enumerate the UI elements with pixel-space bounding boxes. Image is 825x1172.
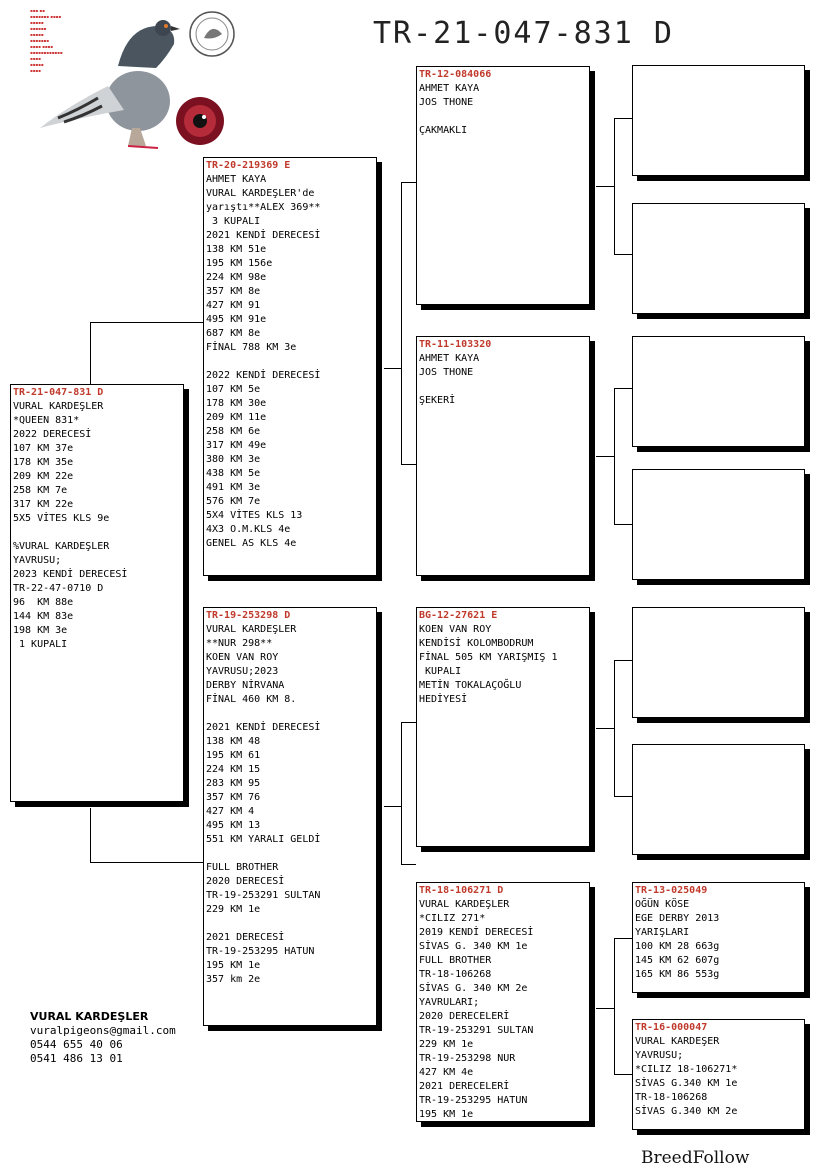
pedigree-card-subject[interactable] xyxy=(10,384,184,802)
phone-number[interactable]: 0541 486 13 01 xyxy=(30,1052,123,1065)
pedigree-text-line: 427 KM 4e xyxy=(419,1067,474,1078)
pigeon-icon xyxy=(40,20,180,148)
pedigree-card-dam-dam-dam[interactable] xyxy=(632,1019,805,1130)
pedigree-text-line xyxy=(206,847,374,861)
pedigree-text-line: OĞÜN KÖSE xyxy=(635,899,690,910)
pedigree-text-line: 495 KM 13 xyxy=(206,820,261,831)
pedigree-text-line xyxy=(419,380,587,394)
ring-number: TR-18-106271 D xyxy=(419,885,504,896)
connector-line xyxy=(596,728,614,729)
pedigree-text-line: 258 KM 7e xyxy=(13,485,68,496)
connector-line xyxy=(401,182,416,183)
pedigree-text-line: AHMET KAYA xyxy=(419,353,480,364)
pedigree-text-line: 198 KM 3e xyxy=(13,625,68,636)
pedigree-text-line: FULL BROTHER xyxy=(206,862,279,873)
pedigree-text-line: 491 KM 3e xyxy=(206,482,261,493)
pedigree-card-empty[interactable] xyxy=(632,336,805,447)
brand-logo[interactable]: BreedFollow xyxy=(641,1148,750,1168)
pedigree-text-line: 438 KM 5e xyxy=(206,468,261,479)
connector-line xyxy=(384,368,401,369)
pedigree-text-line: 380 KM 3e xyxy=(206,454,261,465)
pedigree-card-sire[interactable] xyxy=(203,157,377,576)
pedigree-text-line: 2022 DERECESİ xyxy=(13,429,92,440)
pedigree-text-line: 229 KM 1e xyxy=(206,904,261,915)
pedigree-text-line: 209 KM 22e xyxy=(13,471,74,482)
pedigree-text-line: 195 KM 1e xyxy=(206,960,261,971)
pedigree-text-line: SİVAS G.340 KM 1e xyxy=(635,1078,738,1089)
pedigree-card-sire-sire[interactable] xyxy=(416,66,590,305)
pedigree-text-line: GENEL AS KLS 4e xyxy=(206,538,297,549)
pedigree-text-line: 5X4 VİTES KLS 13 xyxy=(206,510,303,521)
connector-line xyxy=(596,1008,614,1009)
pedigree-text-line xyxy=(13,526,181,540)
pedigree-text-line: 2021 KENDİ DERECESİ xyxy=(206,722,321,733)
connector-line xyxy=(614,388,632,389)
connector-line xyxy=(90,808,91,863)
pedigree-text-line: KOEN VAN ROY xyxy=(419,624,492,635)
pedigree-text-line: 495 KM 91e xyxy=(206,314,267,325)
pedigree-text-line: 2022 KENDİ DERECESİ xyxy=(206,370,321,381)
pedigree-text-line: YAVRUSU; xyxy=(635,1050,684,1061)
pedigree-text-line: *QUEEN 831* xyxy=(13,415,80,426)
pedigree-text-line: 224 KM 98e xyxy=(206,272,267,283)
connector-line xyxy=(90,322,91,386)
pedigree-text-line: 144 KM 83e xyxy=(13,611,74,622)
contact-block xyxy=(30,1010,176,1066)
pedigree-text-line: 317 KM 22e xyxy=(13,499,74,510)
pedigree-text-line: ŞEKERİ xyxy=(419,395,456,406)
pedigree-text-line: 551 KM YARALI GELDİ xyxy=(206,834,321,845)
pedigree-text-line: 317 KM 49e xyxy=(206,440,267,451)
pedigree-card-dam-dam-sire[interactable] xyxy=(632,882,805,993)
connector-line xyxy=(401,864,416,865)
pedigree-text-line xyxy=(419,110,587,124)
pedigree-text-line: AHMET KAYA xyxy=(206,174,267,185)
connector-line xyxy=(614,660,615,796)
header-microtext: ▪▪▪ ▪▪ ▪▪▪▪▪▪▪ ▪▪▪▪ ▪▪▪▪▪ ▪▪▪▪▪▪ ▪▪▪▪▪ ▪▪▪▪▪▪▪ ▪▪▪▪ ▪▪▪▪ ▪▪▪▪▪▪▪▪▪▪▪▪ ▪▪▪▪ ▪▪▪▪▪ ▪▪▪▪ xyxy=(30,8,63,73)
pedigree-text-line: EGE DERBY 2013 xyxy=(635,913,720,924)
pedigree-text-line: 427 KM 4 xyxy=(206,806,255,817)
connector-line xyxy=(401,722,402,864)
pedigree-card-empty[interactable] xyxy=(632,65,805,176)
pedigree-text-line: 195 KM 61 xyxy=(206,750,261,761)
pedigree-text-line: yarıştı**ALEX 369** xyxy=(206,202,321,213)
pedigree-text-line: 178 KM 30e xyxy=(206,398,267,409)
pedigree-card-empty[interactable] xyxy=(632,607,805,718)
pedigree-text-line: DERBY NİRVANA xyxy=(206,680,285,691)
phone-number[interactable]: 0544 655 40 06 xyxy=(30,1038,123,1051)
pedigree-text-line: SİVAS G. 340 KM 2e xyxy=(419,983,528,994)
pedigree-text-line: JOS THONE xyxy=(419,97,474,108)
pedigree-text-line: 138 KM 48 xyxy=(206,736,261,747)
connector-line xyxy=(90,862,203,863)
pedigree-text-line: KENDİSİ KOLOMBODRUM xyxy=(419,638,534,649)
pedigree-text-line: VURAL KARDEŞLER xyxy=(206,624,297,635)
pedigree-text-line: SİVAS G.340 KM 2e xyxy=(635,1106,738,1117)
pedigree-text-line: 357 KM 8e xyxy=(206,286,261,297)
pedigree-text-line: 2020 DERECESİ xyxy=(206,876,285,887)
pedigree-text-line: SİVAS G. 340 KM 1e xyxy=(419,941,528,952)
page-title: TR-21-047-831 D xyxy=(373,16,674,51)
pedigree-text-line: FULL BROTHER xyxy=(419,955,492,966)
connector-line xyxy=(614,254,632,255)
connector-line xyxy=(401,182,402,464)
pedigree-text-line: VURAL KARDEŞLER'de xyxy=(206,188,315,199)
pedigree-text-line: TR-19-253291 SULTAN xyxy=(419,1025,534,1036)
breeder-name: VURAL KARDEŞLER xyxy=(30,1010,149,1023)
pedigree-text-line: AHMET KAYA xyxy=(419,83,480,94)
pedigree-text-line: 107 KM 5e xyxy=(206,384,261,395)
pedigree-text-line: 283 KM 95 xyxy=(206,778,261,789)
ring-number: TR-13-025049 xyxy=(635,885,708,896)
pedigree-text-line: 209 KM 11e xyxy=(206,412,267,423)
pedigree-card-empty[interactable] xyxy=(632,469,805,580)
pedigree-text-line: TR-19-253295 HATUN xyxy=(206,946,315,957)
pigeon-eye-icon xyxy=(176,97,224,145)
connector-line xyxy=(614,938,632,939)
connector-line xyxy=(614,524,632,525)
connector-line xyxy=(614,118,632,119)
pedigree-text-line: 576 KM 7e xyxy=(206,496,261,507)
pedigree-text-line: 1 KUPALI xyxy=(13,639,68,650)
pedigree-text-line: HEDİYESİ xyxy=(419,694,468,705)
connector-line xyxy=(596,456,614,457)
pedigree-text-line: KUPALI xyxy=(419,666,462,677)
pedigree-text-line: 2020 DERECELERİ xyxy=(419,1011,510,1022)
ring-number: TR-12-084066 xyxy=(419,69,492,80)
pedigree-text-line: VURAL KARDEŞLER xyxy=(13,401,104,412)
pedigree-text-line: JOS THONE xyxy=(419,367,474,378)
pedigree-card-dam[interactable] xyxy=(203,607,377,1026)
pigeon-header-illustration xyxy=(28,6,248,156)
pedigree-text-line: 195 KM 156e xyxy=(206,258,273,269)
connector-line xyxy=(614,1074,632,1075)
ring-number: TR-16-000047 xyxy=(635,1022,708,1033)
pedigree-text-line: TR-22-47-0710 D xyxy=(13,583,104,594)
pedigree-text-line: TR-19-253291 SULTAN xyxy=(206,890,321,901)
pedigree-card-empty[interactable] xyxy=(632,203,805,314)
pedigree-text-line: 357 KM 76 xyxy=(206,792,261,803)
connector-line xyxy=(596,186,614,187)
pedigree-text-line: TR-18-106268 xyxy=(635,1092,708,1103)
pedigree-text-line: 2019 KENDİ DERECESİ xyxy=(419,927,534,938)
pedigree-text-line: YAVRUSU; xyxy=(13,555,62,566)
pedigree-card-dam-dam[interactable] xyxy=(416,882,590,1122)
club-logo-icon xyxy=(190,12,234,56)
pedigree-text-line: ÇAKMAKLI xyxy=(419,125,468,136)
connector-line xyxy=(384,806,401,807)
connector-line xyxy=(614,938,615,1074)
connector-line xyxy=(614,388,615,524)
pedigree-text-line: FİNAL 460 KM 8. xyxy=(206,694,297,705)
pedigree-text-line: 195 KM 1e xyxy=(419,1109,474,1120)
connector-line xyxy=(401,464,416,465)
pedigree-text-line: YARIŞLARI xyxy=(635,927,690,938)
connector-line xyxy=(90,322,203,323)
pedigree-text-line: 107 KM 37e xyxy=(13,443,74,454)
pedigree-text-line: 96 KM 88e xyxy=(13,597,74,608)
pedigree-text-line: VURAL KARDEŞER xyxy=(635,1036,720,1047)
pedigree-text-line: 687 KM 8e xyxy=(206,328,261,339)
pedigree-text-line: 2021 DERECESİ xyxy=(206,932,285,943)
pedigree-card-dam-sire[interactable] xyxy=(416,607,590,847)
pedigree-text-line: 2021 DERECELERİ xyxy=(419,1081,510,1092)
ring-number: TR-11-103320 xyxy=(419,339,492,350)
pedigree-text-line: 427 KM 91 xyxy=(206,300,261,311)
pedigree-text-line xyxy=(206,917,374,931)
ring-number: BG-12-27621 E xyxy=(419,610,498,621)
pedigree-text-line: 138 KM 51e xyxy=(206,244,267,255)
connector-line xyxy=(614,660,632,661)
pedigree-text-line xyxy=(206,355,374,369)
email-link[interactable]: vuralpigeons@gmail.com xyxy=(30,1024,176,1037)
pedigree-text-line: METİN TOKALAÇOĞLU xyxy=(419,680,522,691)
pedigree-text-line: 229 KM 1e xyxy=(419,1039,474,1050)
pedigree-text-line: VURAL KARDEŞLER xyxy=(419,899,510,910)
pedigree-text-line: *CILIZ 18-106271* xyxy=(635,1064,738,1075)
pedigree-text-line: %VURAL KARDEŞLER xyxy=(13,541,110,552)
pedigree-text-line: 4X3 O.M.KLS 4e xyxy=(206,524,291,535)
pedigree-text-line: TR-18-106268 xyxy=(419,969,492,980)
pedigree-card-sire-dam[interactable] xyxy=(416,336,590,576)
pedigree-text-line: TR-19-253298 NUR xyxy=(419,1053,516,1064)
pedigree-text-line: **NUR 298** xyxy=(206,638,273,649)
pedigree-text-line: FİNAL 505 KM YARIŞMIŞ 1 xyxy=(419,652,558,663)
pedigree-text-line: 258 KM 6e xyxy=(206,426,261,437)
pedigree-text-line xyxy=(206,707,374,721)
connector-line xyxy=(401,722,416,723)
connector-line xyxy=(614,118,615,254)
pedigree-text-line: 357 km 2e xyxy=(206,974,261,985)
pedigree-text-line: TR-19-253295 HATUN xyxy=(419,1095,528,1106)
pedigree-text-line: 2023 KENDİ DERECESİ xyxy=(13,569,128,580)
connector-line xyxy=(614,796,632,797)
pedigree-text-line: 2021 KENDİ DERECESİ xyxy=(206,230,321,241)
pedigree-text-line: 165 KM 86 553g xyxy=(635,969,720,980)
pedigree-text-line: 100 KM 28 663g xyxy=(635,941,720,952)
pedigree-text-line: *CILIZ 271* xyxy=(419,913,486,924)
pedigree-text-line: YAVRUSU;2023 xyxy=(206,666,279,677)
pedigree-text-line: FİNAL 788 KM 3e xyxy=(206,342,297,353)
pedigree-text-line: 145 KM 62 607g xyxy=(635,955,720,966)
ring-number: TR-19-253298 D xyxy=(206,610,291,621)
pedigree-text-line: 5X5 VİTES KLS 9e xyxy=(13,513,110,524)
ring-number: TR-20-219369 E xyxy=(206,160,291,171)
ring-number: TR-21-047-831 D xyxy=(13,387,104,398)
pedigree-text-line: 224 KM 15 xyxy=(206,764,261,775)
pedigree-card-empty[interactable] xyxy=(632,744,805,855)
pedigree-text-line: KOEN VAN ROY xyxy=(206,652,279,663)
pedigree-text-line: YAVRULARI; xyxy=(419,997,480,1008)
pedigree-text-line: 178 KM 35e xyxy=(13,457,74,468)
pedigree-text-line: 3 KUPALI xyxy=(206,216,261,227)
